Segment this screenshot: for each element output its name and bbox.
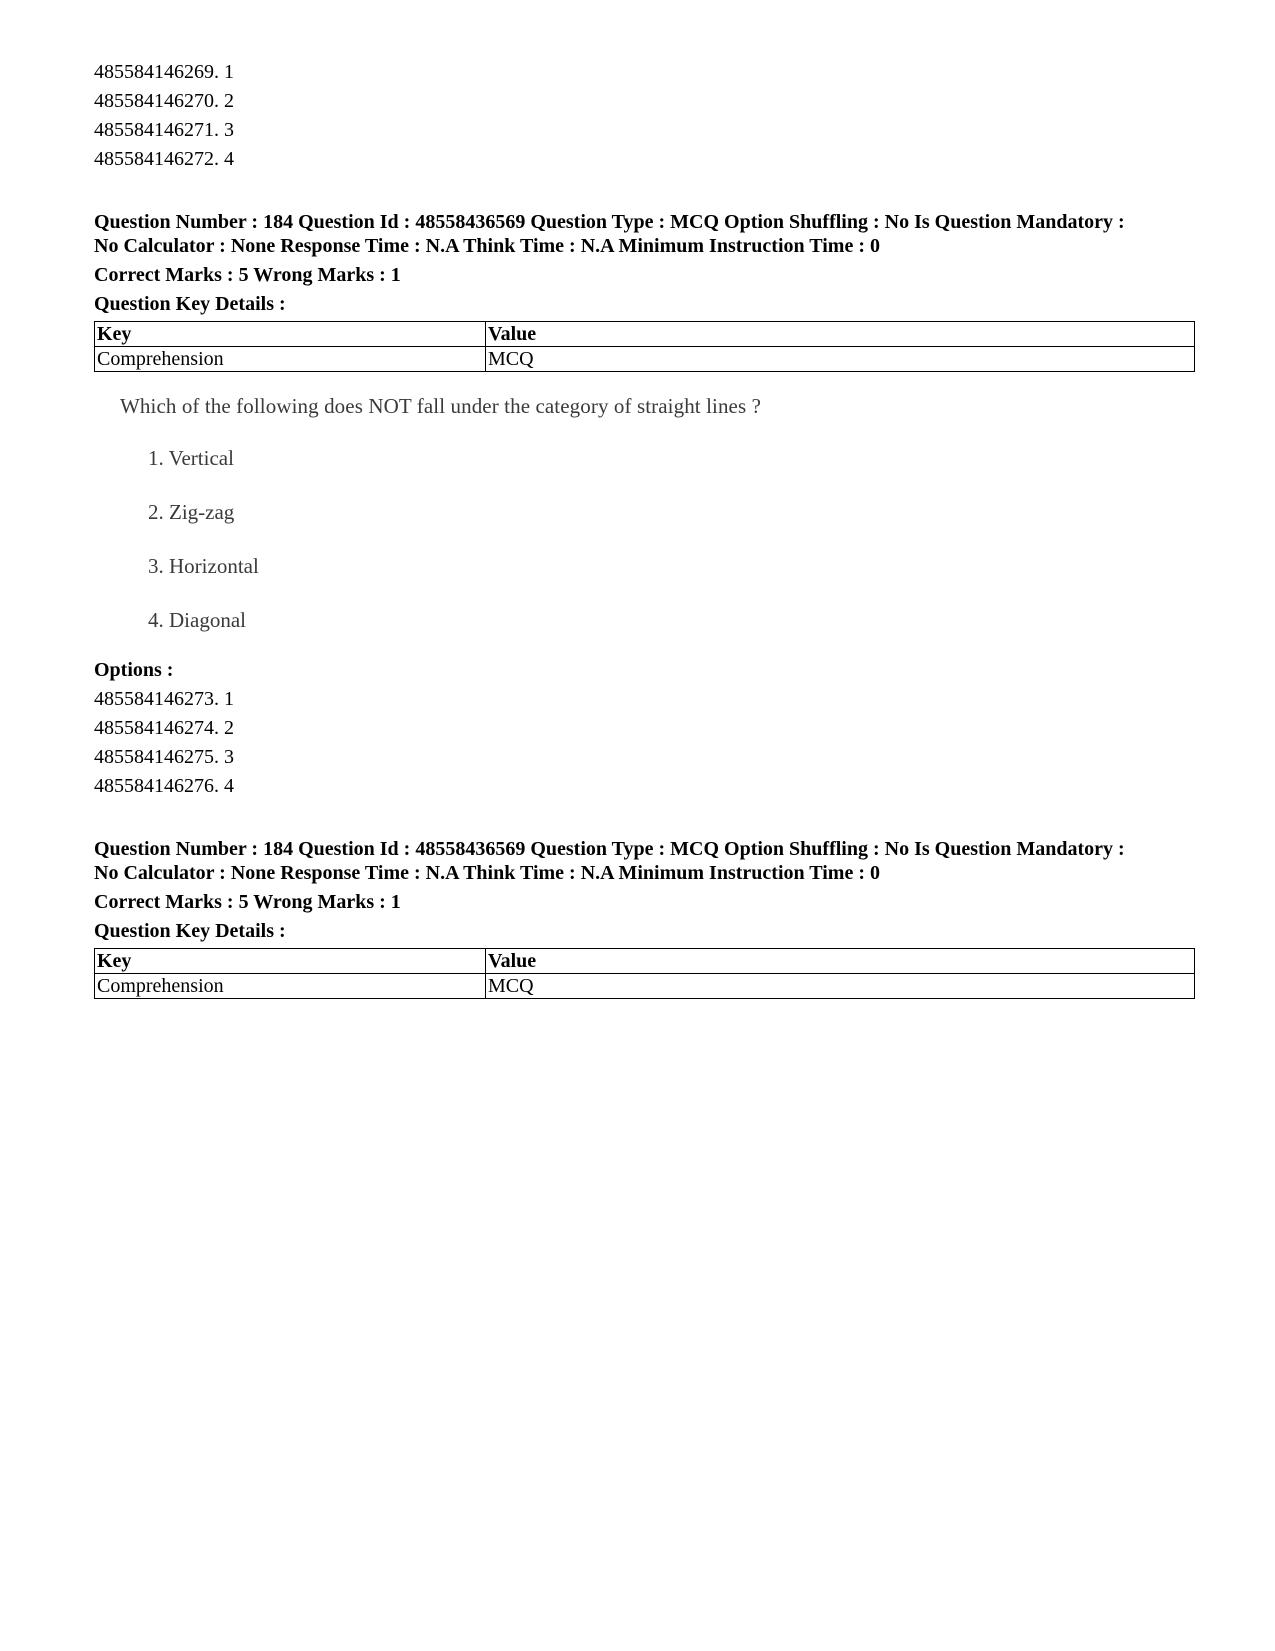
question-meta-line-2: No Calculator : None Response Time : N.A Think Time : N.A Minimum Instruction Time : 0 [94,862,880,884]
table-header-value: Value [486,322,1195,347]
option-line: 485584146273. 1 [94,688,234,710]
question-meta-line-1: Question Number : 184 Question Id : 48558436569 Question Type : MCQ Option Shuffling : No Is Question Mandatory : [94,211,1125,233]
question-marks: Correct Marks : 5 Wrong Marks : 1 [94,264,401,286]
table-header-key: Key [95,322,486,347]
table-row [95,974,1195,999]
question-key-table [94,321,1195,372]
question-key-details-label: Question Key Details : [94,920,286,942]
option-line: 485584146275. 3 [94,746,234,768]
options-label: Options : [94,659,174,681]
table-header-row [95,322,1195,347]
table-header-row [95,949,1195,974]
option-line: 485584146276. 4 [94,775,234,797]
table-cell-value: MCQ [486,974,1195,999]
option-line: 485584146274. 2 [94,717,234,739]
question-block [94,837,1194,999]
section-spacer [94,174,1194,210]
section-spacer [94,801,1194,837]
document-page [94,58,1194,999]
option-line: 485584146270. 2 [94,90,234,112]
question-image [94,394,1194,632]
option-line: 485584146272. 4 [94,148,234,170]
table-header-value: Value [486,949,1195,974]
option-line: 485584146269. 1 [94,61,234,83]
question-key-table [94,948,1195,999]
question-key-details-label: Question Key Details : [94,293,286,315]
question-meta-line-1: Question Number : 184 Question Id : 48558436569 Question Type : MCQ Option Shuffling : No Is Question Mandatory : [94,838,1125,860]
previous-options-list [94,58,1194,174]
question-marks: Correct Marks : 5 Wrong Marks : 1 [94,891,401,913]
table-cell-key: Comprehension [95,347,486,372]
question-meta-line-2: No Calculator : None Response Time : N.A Think Time : N.A Minimum Instruction Time : 0 [94,235,880,257]
question-text: Which of the following does NOT fall under the category of straight lines ? [120,394,762,418]
table-cell-value: MCQ [486,347,1195,372]
option-line: 485584146271. 3 [94,119,234,141]
question-choice: 3. Horizontal [148,554,259,578]
question-choice: 1. Vertical [148,446,234,470]
table-header-key: Key [95,949,486,974]
table-row [95,347,1195,372]
question-choice: 4. Diagonal [148,608,246,632]
question-choice: 2. Zig-zag [148,500,235,524]
question-block [94,210,1194,801]
table-cell-key: Comprehension [95,974,486,999]
